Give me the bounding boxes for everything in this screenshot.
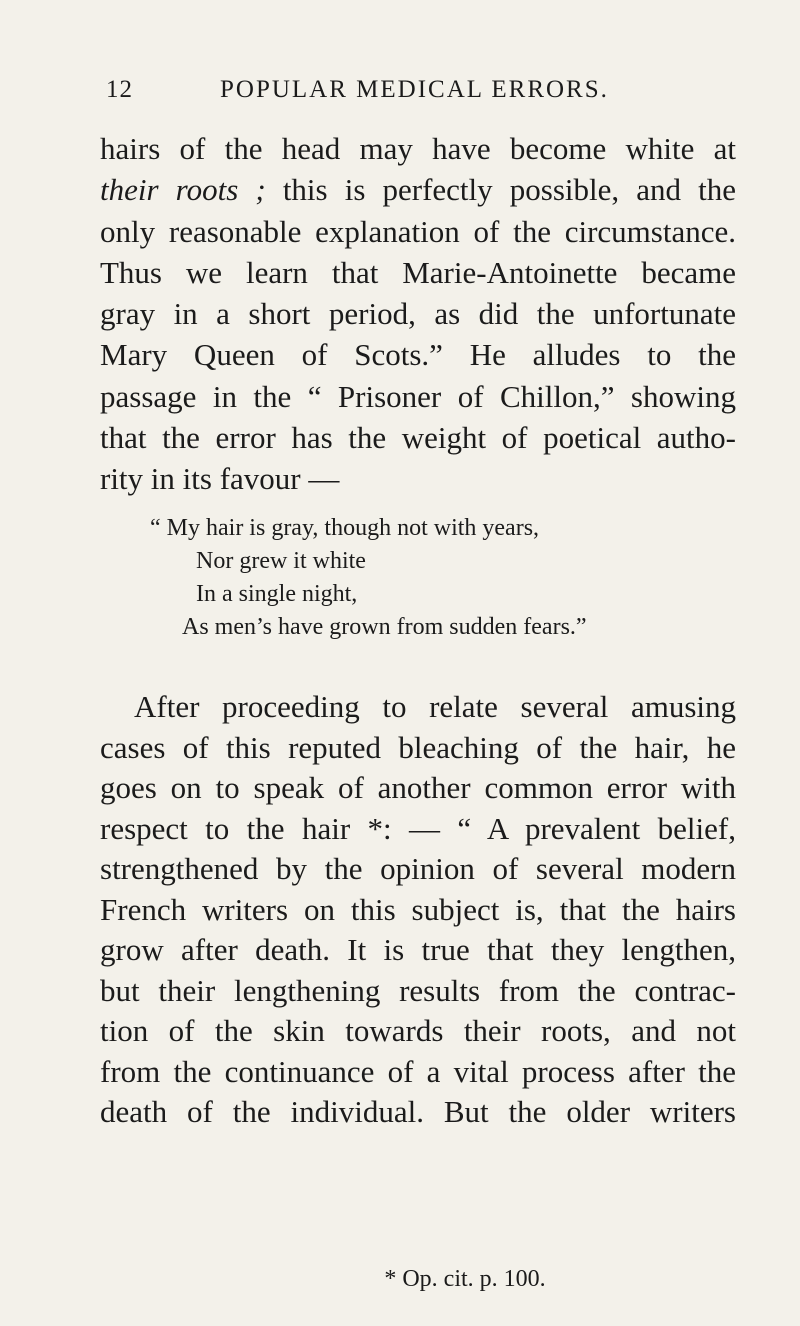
verse-line: In a single night,	[196, 581, 358, 607]
text-line: but their lengthening results from the contrac-	[100, 972, 736, 1008]
paragraph-2	[100, 687, 736, 1133]
text-line: death of the individual. But the older writers	[100, 1094, 736, 1129]
text-line: goes on to speak of another common error with	[100, 770, 736, 805]
text-line: tion of the skin towards their roots, and not	[100, 1013, 736, 1048]
verse-line: Nor grew it white	[196, 548, 366, 574]
text-line: hairs of the head may have become white at	[100, 131, 736, 166]
text-line: rity in its favour —	[100, 461, 340, 497]
footnote-text: * Op. cit. p. 100.	[384, 1266, 546, 1292]
text-line: only reasonable explanation of the circumstance.	[100, 213, 736, 249]
text-line: cases of this reputed bleaching of the hair, he	[100, 729, 736, 765]
text-line: from the continuance of a vital process after the	[100, 1053, 736, 1089]
text-line: respect to the hair *: — “ A prevalent belief,	[100, 810, 736, 846]
page-header	[100, 70, 720, 110]
page-number: 12	[106, 76, 133, 103]
paragraph-1	[100, 128, 736, 500]
verse-quotation	[150, 512, 710, 644]
footnote	[0, 1266, 800, 1293]
italic-phrase: their roots ;	[100, 172, 266, 208]
text-line: After proceeding to relate several amusing	[134, 689, 736, 724]
text-span: this is perfectly possible, and the	[265, 172, 736, 208]
text-line: strengthened by the opinion of several modern	[100, 851, 736, 886]
text-line: Mary Queen of Scots.” He alludes to the	[100, 337, 736, 373]
running-title: POPULAR MEDICAL ERRORS.	[220, 76, 609, 103]
text-line: French writers on this subject is, that the hairs	[100, 891, 736, 927]
text-line: gray in a short period, as did the unfortunate	[100, 296, 736, 332]
verse-line: “ My hair is gray, though not with years,	[150, 515, 540, 541]
text-line: grow after death. It is true that they lengthen,	[100, 932, 736, 967]
text-line: passage in the “ Prisoner of Chillon,” showing	[100, 378, 736, 414]
verse-line: As men’s have grown from sudden fears.”	[182, 614, 587, 640]
text-line: that the error has the weight of poetical autho-	[100, 420, 736, 456]
text-line	[100, 169, 736, 210]
text-line: Thus we learn that Marie-Antoinette became	[100, 254, 736, 290]
